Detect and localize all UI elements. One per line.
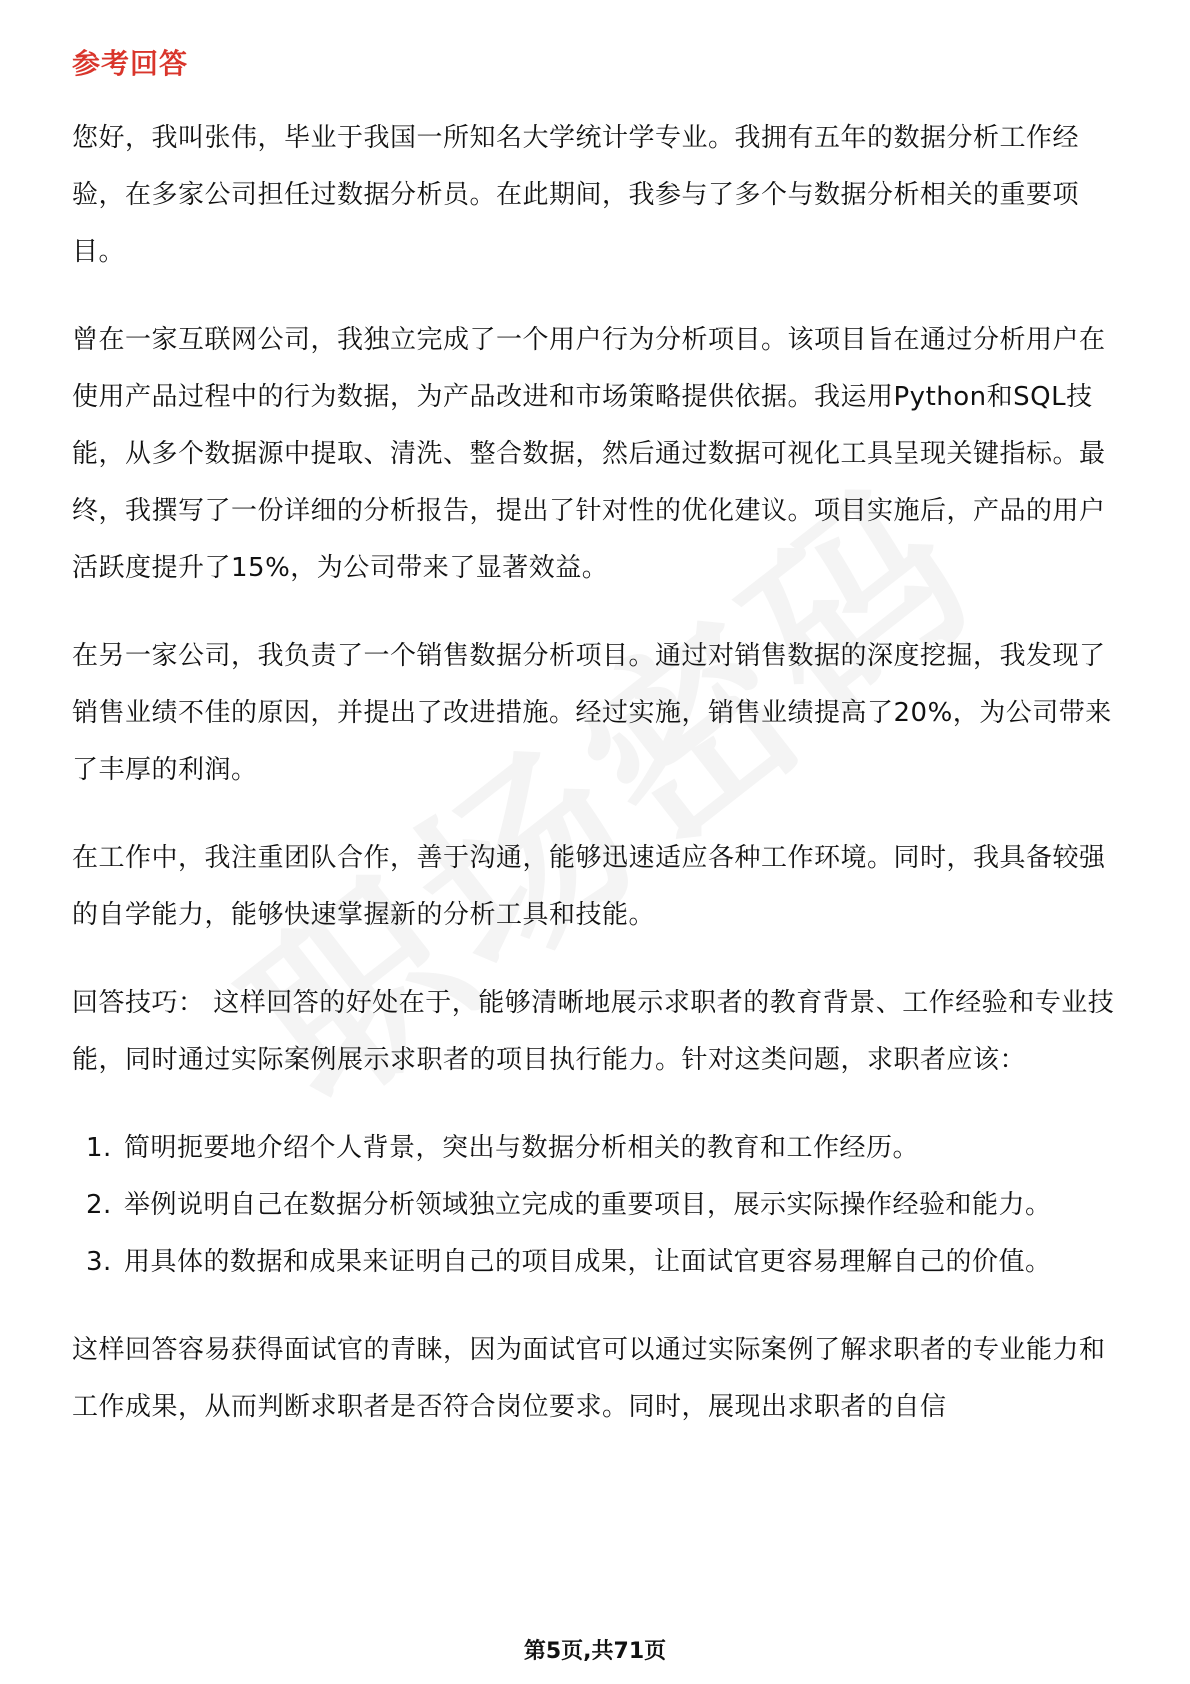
paragraph-intro: 您好，我叫张伟，毕业于我国一所知名大学统计学专业。我拥有五年的数据分析工作经验，在多家公司担任过数据分析员。在此期间，我参与了多个与数据分析相关的重要项目。 (72, 123, 1080, 267)
list-item (72, 1120, 1120, 1177)
paragraph-project-2: 在另一家公司，我负责了一个销售数据分析项目。通过对销售数据的深度挖掘，我发现了销售业绩不佳的原因，并提出了改进措施。经过实施，销售业绩提高了20%，为公司带来了丰厚的利润。 (72, 641, 1112, 785)
paragraph-teamwork: 在工作中，我注重团队合作，善于沟通，能够迅速适应各种工作环境。同时，我具备较强的自学能力，能够快速掌握新的分析工具和技能。 (72, 843, 1106, 930)
list-item-text: 举例说明自己在数据分析领域独立完成的重要项目，展示实际操作经验和能力。 (124, 1190, 1052, 1220)
list-number: 1. (86, 1133, 112, 1163)
list-item (72, 1177, 1120, 1234)
list-number: 3. (86, 1247, 112, 1277)
paragraph-project-1: 曾在一家互联网公司，我独立完成了一个用户行为分析项目。该项目旨在通过分析用户在使用产品过程中的行为数据，为产品改进和市场策略提供依据。我运用Python和SQL技能，从多个数据源中提取、清洗、整合数据，然后通过数据可视化工具呈现关键指标。最终，我撰写了一份详细的分析报告，提出了针对性的优化建议。项目实施后，产品的用户活跃度提升了15%，为公司带来了显著效益。 (72, 325, 1106, 583)
paragraph-closing: 这样回答容易获得面试官的青睐，因为面试官可以通过实际案例了解求职者的专业能力和工作成果，从而判断求职者是否符合岗位要求。同时，展现出求职者的自信 (72, 1335, 1106, 1422)
list-item-text: 简明扼要地介绍个人背景，突出与数据分析相关的教育和工作经历。 (124, 1133, 920, 1163)
tips-list (72, 1120, 1120, 1291)
section-heading: 参考回答 (72, 47, 189, 80)
document-content (72, 44, 1120, 1467)
list-number: 2. (86, 1190, 112, 1220)
list-item-text: 用具体的数据和成果来证明自己的项目成果，让面试官更容易理解自己的价值。 (124, 1247, 1052, 1277)
list-item (72, 1234, 1120, 1291)
page-number: 第5页,共71页 (523, 1639, 667, 1664)
paragraph-tips: 回答技巧： 这样回答的好处在于，能够清晰地展示求职者的教育背景、工作经验和专业技能，同时通过实际案例展示求职者的项目执行能力。针对这类问题，求职者应该： (72, 988, 1115, 1075)
